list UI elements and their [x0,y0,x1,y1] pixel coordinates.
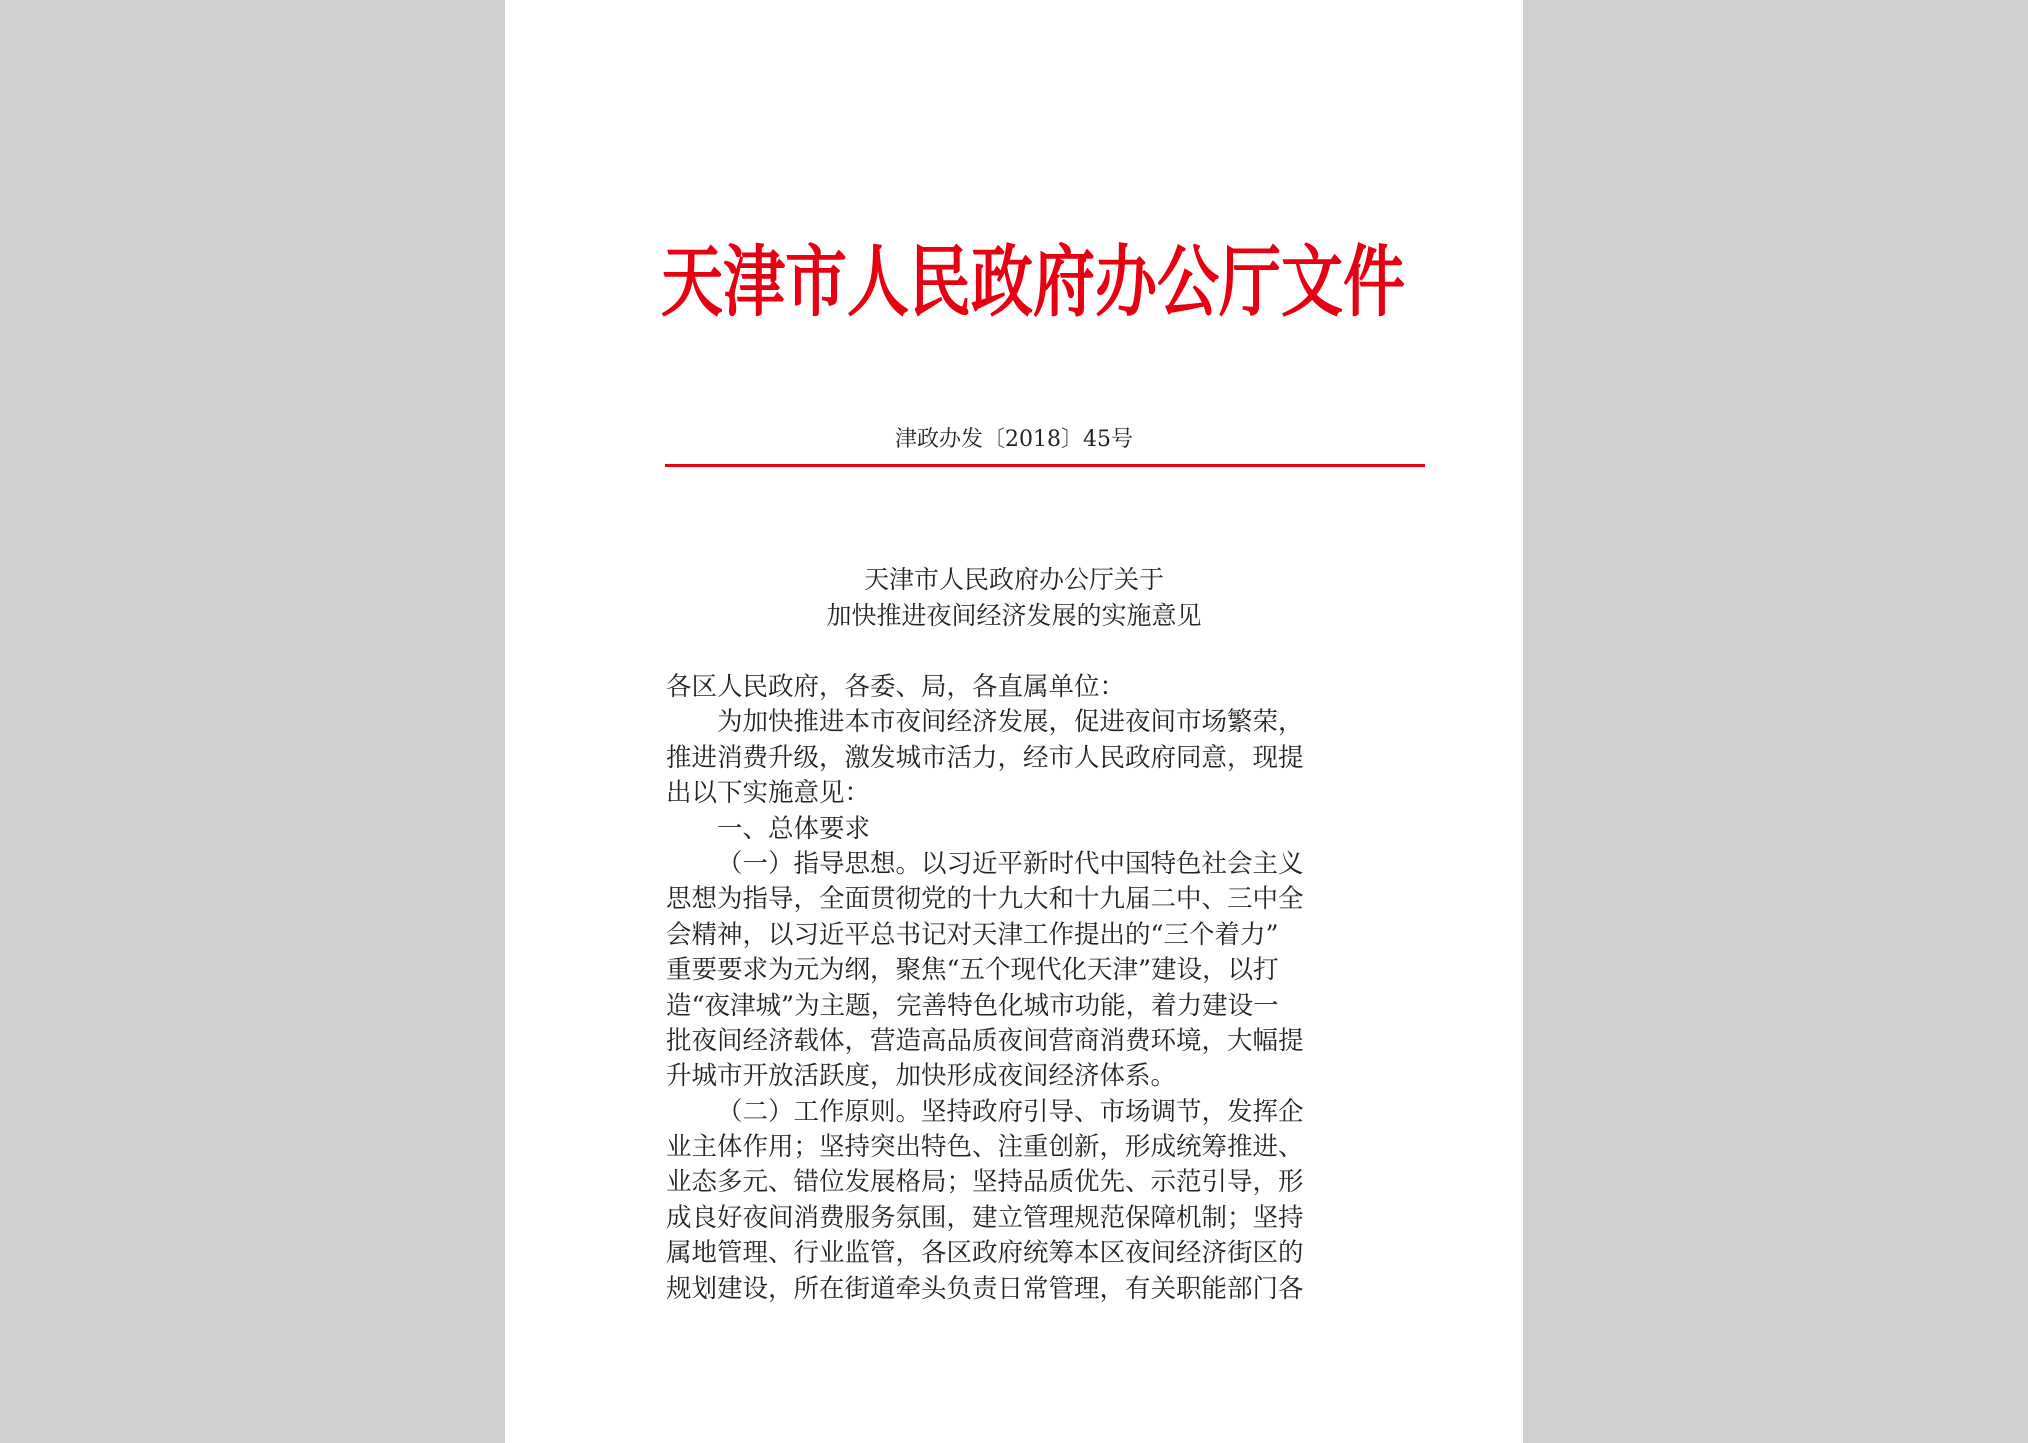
body-line: 成良好夜间消费服务氛围，建立管理规范保障机制；坚持 [666,1202,1304,1233]
red-divider-line [665,464,1425,467]
body-line: 各区人民政府，各委、局，各直属单位： [666,672,1126,702]
body-line: （二）工作原则。坚持政府引导、市场调节，发挥企 [717,1096,1304,1127]
document-page [505,0,1523,1443]
document-title [505,562,1523,634]
body-line: 升城市开放活跃度，加快形成夜间经济体系。 [666,1061,1177,1092]
body-line: 思想为指导，全面贯彻党的十九大和十九届二中、三中全 [666,884,1304,915]
title-line: 天津市人民政府办公厅关于 [863,565,1164,594]
body-line: 业态多元、错位发展格局；坚持品质优先、示范引导，形 [666,1167,1304,1198]
body-line: 出以下实施意见： [666,778,871,809]
body-line: 为加快推进本市夜间经济发展，促进夜间市场繁荣， [717,707,1304,738]
document-body [666,670,1376,1307]
body-line: 属地管理、行业监管，各区政府统筹本区夜间经济街区的 [666,1238,1304,1269]
body-line: 规划建设，所在街道牵头负责日常管理，有关职能部门各 [666,1273,1304,1304]
body-line: 一、总体要求 [717,813,871,844]
body-line: 会精神，以习近平总书记对天津工作提出的“三个着力” [666,919,1279,950]
body-line: 批夜间经济载体，营造高品质夜间营商消费环境，大幅提 [666,1025,1304,1056]
body-line: 重要要求为元为纲，聚焦“五个现代化天津”建设，以打 [666,955,1279,986]
body-line: 业主体作用；坚持突出特色、注重创新，形成统筹推进、 [666,1132,1304,1163]
body-line: 推进消费升级，激发城市活力，经市人民政府同意，现提 [666,742,1304,773]
title-line: 加快推进夜间经济发展的实施意见 [826,601,1202,630]
body-line: 造“夜津城”为主题，完善特色化城市功能，着力建设一 [666,990,1279,1021]
document-header: 天津市人民政府办公厅文件 [661,235,1406,327]
document-number: 津政办发〔2018〕45号 [895,427,1133,452]
body-line: （一）指导思想。以习近平新时代中国特色社会主义 [717,848,1304,879]
